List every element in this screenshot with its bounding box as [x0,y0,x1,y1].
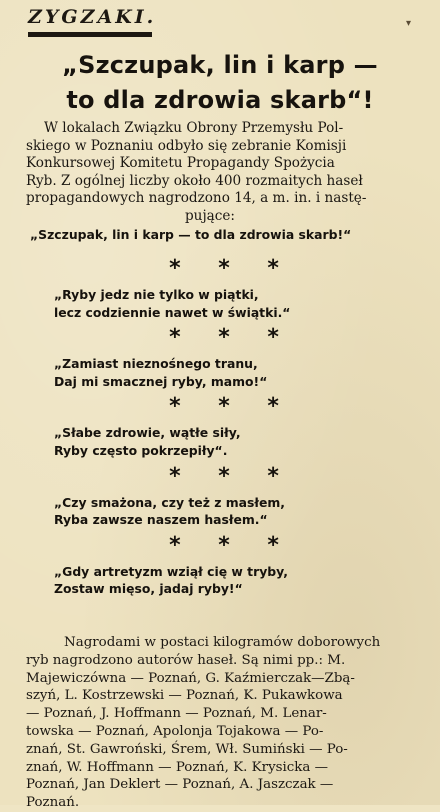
awards-line: znań, St. Gawroński, Śrem, Wł. Sumiński — Po- [26,741,348,757]
star-separator: * * * [169,463,279,489]
awards-line: — Poznań, J. Hoffmann — Poznań, M. Lenar- [26,706,327,722]
slogan-line: „Zamiast nieznośnego tranu, [54,356,258,372]
slogan-line: Ryby często pokrzepiły“. [54,442,228,458]
awards-line: Poznań, Jan Deklert — Poznań, A. Jaszczak — [26,777,334,793]
slogan-line: Daj mi smacznej ryby, mamo!“ [54,373,268,389]
slogan-list [14,226,434,598]
slogan-line: „Gdy artretyzm wziął cię w tryby, [54,563,288,579]
awards-line: ryb nagrodzono autorów haseł. Są nimi pp.: M. [26,652,346,668]
awards-line: szyń, L. Kostrzewski — Poznań, K. Pukawkowa [26,688,343,704]
slogan-item [14,563,434,598]
section-underline [28,32,152,37]
slogan-line: lecz codziennie nawet w świątki.“ [54,304,291,320]
awards-line: Poznań. [26,795,80,811]
headline-line-2: to dla zdrowia skarb“! [66,86,374,114]
slogan-line: Ryba zawsze naszem hasłem.“ [54,512,268,528]
awards-line: towska — Poznań, Apolonja Tojakowa — Po- [26,723,324,739]
slogan-item [14,494,434,529]
awards-line: znań, W. Hoffmann — Poznań, K. Krysicka — [26,759,329,775]
slogan-item [14,424,434,459]
intro-line: W lokalach Związku Obrony Przemysłu Pol- [44,120,344,136]
headline [14,48,426,118]
slogan-line: „Ryby jedz nie tylko w piątki, [54,287,259,302]
awards-line: Majewiczówna — Poznań, G. Kaźmierczak—Zbą- [26,670,355,686]
intro-line: propagandowych nagrodzono 14, a m. in. i nastę- [26,190,367,207]
slogan-main: „Szczupak, lin i karp — to dla zdrowia skarb!“ [30,227,352,242]
intro-line: Konkursowej Komitetu Propagandy Spożycia [26,155,335,172]
star-separator: * * * [169,394,279,420]
awards-paragraph [26,634,434,812]
intro-line: skiego w Poznaniu odbyło się zebranie Komisji [26,137,347,154]
slogan-item [14,286,434,321]
intro-line: Ryb. Z ogólnej liczby około 400 rozmaitych haseł [26,172,363,189]
awards-line: Nagrodami w postaci kilogramów doborowych [64,635,381,650]
slogan-line: Zostaw mięso, jadaj ryby!“ [54,581,243,597]
slogan-line: „Czy smażona, czy też z masłem, [54,494,286,510]
star-separator: * * * [169,325,279,351]
slogan-item [14,355,434,390]
headline-line-1: „Szczupak, lin i karp — [62,51,378,79]
slogan-line: „Słabe zdrowie, wątłe siły, [54,425,241,441]
intro-line: pujące: [184,207,235,224]
print-speck: ▾ [406,18,412,29]
star-separator: * * * [169,532,279,558]
intro-paragraph [26,120,434,226]
section-label: ZYGZAKI. [28,6,157,28]
star-separator: * * * [169,256,279,281]
